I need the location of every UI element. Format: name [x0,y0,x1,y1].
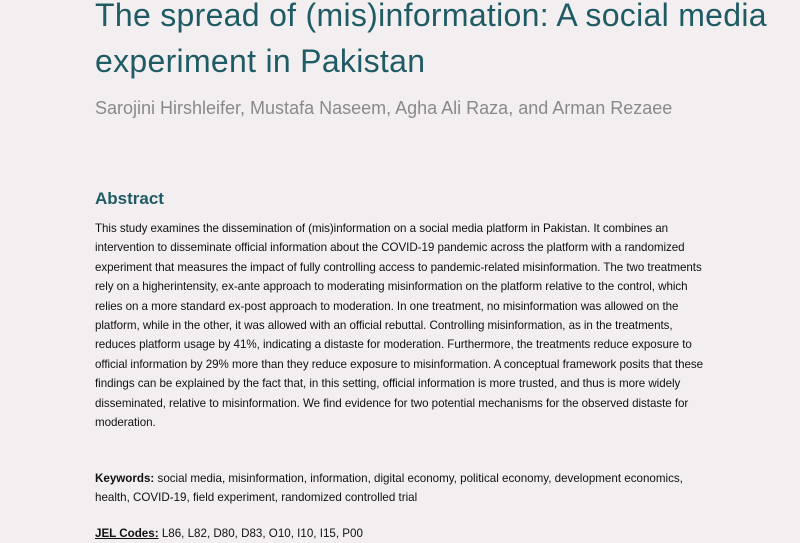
paper-title: The spread of (mis)information: A social media experiment in Pakistan [95,0,767,79]
abstract-heading: Abstract [95,189,164,208]
keywords-label: Keywords: [95,472,155,485]
jel-codes-label: JEL Codes: [95,527,159,540]
paper-authors: Sarojini Hirshleifer, Mustafa Naseem, Agha Ali Raza, and Arman Rezaee [95,98,673,118]
keywords-list: social media, misinformation, information, digital economy, political economy, development economics, health, COVID-19, field experiment, randomized controlled trial [95,472,683,505]
jel-codes-section [95,524,705,543]
abstract-text: This study examines the dissemination of (mis)information on a social media platform in Pakistan. It combines an intervention to disseminate official information about the COVID-19 pandemic across the platform with a randomized experiment that measures the impact of fully controlling access to pandemic-related misinformation. The two treatments rely on a higherintensity, ex-ante approach to moderating misinformation on the platform relative to the control, which relies on a more standard ex-post approach to moderation. In one treatment, no misinformation was allowed on the platform, while in the other, it was allowed with an official rebuttal. Controlling misinformation, as in the treatments, reduces platform usage by 41%, indicating a distaste for moderation. Furthermore, the treatments reduce exposure to official information by 29% more than they reduce exposure to misinformation. A conceptual framework posits that these findings can be explained by the fact that, in this setting, official information is more trusted, and thus is more widely disseminated, relative to misinformation. We find evidence for two potential mechanisms for the observed distaste for moderation. [95,222,704,430]
keywords-section [95,469,705,508]
jel-codes-list: L86, L82, D80, D83, O10, I10, I15, P00 [161,527,363,540]
